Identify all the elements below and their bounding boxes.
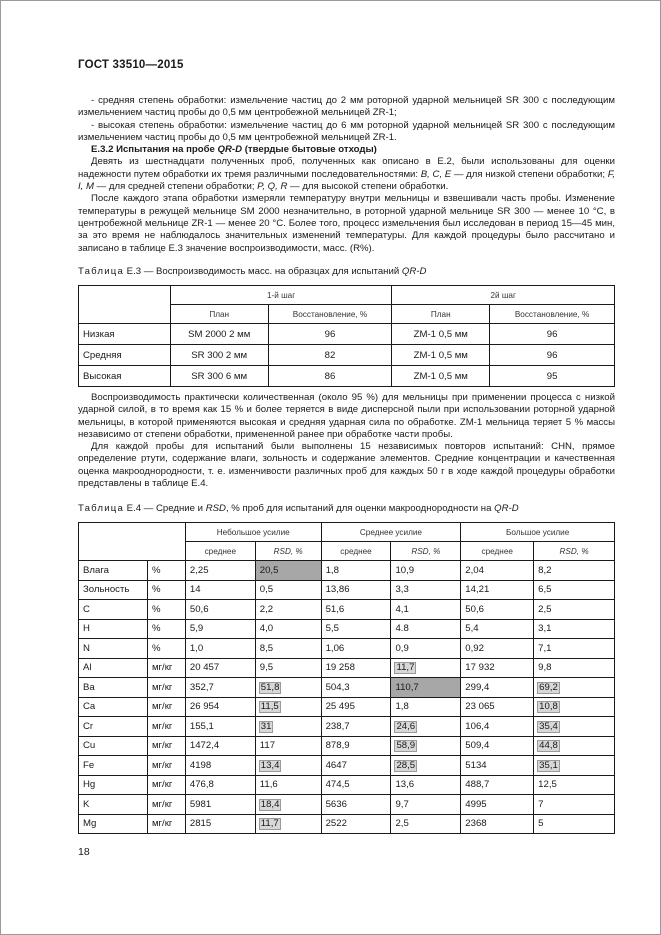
table-cell: ZM-1 0,5 мм	[392, 366, 490, 387]
table-cell: 96	[268, 324, 392, 345]
highlighted-value: 13,4	[260, 759, 280, 771]
table-cell: 19 258	[321, 658, 391, 678]
table-cell: 110,7	[391, 678, 461, 698]
table-cell: 1472,4	[185, 736, 255, 756]
table-cell	[391, 658, 461, 678]
paragraph-reproducibility: Воспроизводимость практически количественная (около 95 %) для мельницы при применении процесса с низкой ударной силой, в то время как 15 % и более теряется в виде дисперсной пыли при использовании роторной ударной мельницы, в которой применяются высокая и средняя ударная сила по обработке. ZM-1 мельница теряет 5 % массы независимо от степени обработки, примененной ранее при обработке части пробы.	[78, 392, 615, 440]
table-cell: 4647	[321, 756, 391, 776]
highlighted-value: 51,8	[260, 681, 280, 693]
table-cell: мг/кг	[147, 658, 185, 678]
highlighted-value: 58,9	[396, 740, 416, 752]
table-cell: мг/кг	[147, 775, 185, 795]
table-cell: 474,5	[321, 775, 391, 795]
table-cell: %	[147, 580, 185, 600]
table-row	[79, 736, 615, 756]
table-cell	[255, 756, 321, 776]
table-cell: мг/кг	[147, 795, 185, 815]
section-heading: Е.3.2 Испытания на пробе QR-D (твердые бытовые отходы)	[91, 144, 377, 156]
table-cell: 5,5	[321, 619, 391, 639]
highlighted-value: 44,8	[539, 740, 558, 752]
table-cell: 13,6	[391, 775, 461, 795]
table-row	[79, 795, 615, 815]
table-cell: Средняя	[79, 345, 171, 366]
table-row	[79, 366, 615, 387]
table-cell: 50,6	[461, 600, 534, 620]
table-cell: Ba	[79, 678, 148, 698]
table4-sub-mean: среднее	[461, 542, 534, 561]
table-cell: 1,06	[321, 639, 391, 659]
table-cell: 1,8	[321, 561, 391, 581]
table-cell: 2,5	[534, 600, 615, 620]
table3-step1-header: 1-й шаг	[170, 286, 392, 305]
table3-sub-plan: План	[392, 305, 490, 324]
highlighted-value: 10,8	[539, 701, 558, 713]
table-cell: 2,2	[255, 600, 321, 620]
table-row	[79, 717, 615, 737]
table-cell: мг/кг	[147, 678, 185, 698]
table3-corner	[79, 286, 171, 324]
table-e3	[78, 285, 615, 387]
table-cell: 14	[185, 580, 255, 600]
table-cell: 96	[490, 345, 615, 366]
table-cell: 8,2	[534, 561, 615, 581]
table3-sub-recovery: Восстановление, %	[490, 305, 615, 324]
table-cell	[255, 717, 321, 737]
table-row	[79, 619, 615, 639]
paragraph-sequences: Девять из шестнадцати полученных проб, полученных как описано в Е.2, были использованы для оценки надежности путем обработки их тремя различными последовательностями: B, C, E — для низкой степени обработки; F, I, M — для средней степени обработки; P, Q, R — для высокой степени обработки.	[78, 156, 616, 193]
body-text-top	[78, 95, 615, 255]
highlighted-value: 24,6	[396, 720, 416, 732]
table-cell: 4995	[461, 795, 534, 815]
table-cell: 5,4	[461, 619, 534, 639]
table-cell: 2,04	[461, 561, 534, 581]
highlighted-value: 11,5	[260, 701, 279, 713]
table-cell: 50,6	[185, 600, 255, 620]
table-cell: Низкая	[79, 324, 171, 345]
table-cell	[391, 717, 461, 737]
document-header: ГОСТ 33510—2015	[78, 59, 184, 71]
table-cell: 3,3	[391, 580, 461, 600]
table-cell: 117	[255, 736, 321, 756]
table-cell: 9,7	[391, 795, 461, 815]
table-cell: 2368	[461, 814, 534, 834]
table-cell: 509,4	[461, 736, 534, 756]
table-cell: 13,86	[321, 580, 391, 600]
table-cell: %	[147, 619, 185, 639]
table-cell: Ca	[79, 697, 148, 717]
table-cell: K	[79, 795, 148, 815]
table-row	[79, 697, 615, 717]
table-row	[79, 561, 615, 581]
table-row	[79, 775, 615, 795]
table-cell: SR 300 2 мм	[170, 345, 268, 366]
table-cell: 8,5	[255, 639, 321, 659]
table-cell: 6,5	[534, 580, 615, 600]
table-cell: 9,8	[534, 658, 615, 678]
table-cell: Mg	[79, 814, 148, 834]
table-cell	[255, 697, 321, 717]
table-cell: 4.8	[391, 619, 461, 639]
page-number: 18	[78, 846, 90, 858]
table-cell	[391, 756, 461, 776]
table-cell: Fe	[79, 756, 148, 776]
table4-sub-rsd: RSD, %	[534, 542, 615, 561]
paragraph-temperature: После каждого этапа обработки измеряли температуру внутри мельницы и взвешивали часть пробы. Изменение температуры в режущей мельнице SM 2000 незначительно, в роторной ударной мельнице SR 300 — менее 10 °С, в центробежной мельнице ZR-1 — менее 20 °С. Более того, процесс измельчения был исследован в период 15—45 мин, за это время не наблюдалось значительных изменений температуры. Для каждой процедуры было рассчитано и записано в таблице Е.3 значение воспроизводимости, масс. (R%).	[78, 193, 615, 254]
table-cell: 14,21	[461, 580, 534, 600]
table-cell: Al	[79, 658, 148, 678]
table-cell: 2,5	[391, 814, 461, 834]
table-row	[79, 600, 615, 620]
table-cell: 5,9	[185, 619, 255, 639]
table-cell: 17 932	[461, 658, 534, 678]
table-cell: 25 495	[321, 697, 391, 717]
table-row	[79, 756, 615, 776]
table-cell: Влага	[79, 561, 148, 581]
table-cell: 0,9	[391, 639, 461, 659]
table-cell: 95	[490, 366, 615, 387]
table-cell: 1,8	[391, 697, 461, 717]
table-cell: 488,7	[461, 775, 534, 795]
table-cell: 26 954	[185, 697, 255, 717]
table-cell: Cr	[79, 717, 148, 737]
table-cell: 5	[534, 814, 615, 834]
highlighted-value: 35,4	[539, 720, 558, 732]
table-cell: %	[147, 600, 185, 620]
table-cell: 12,5	[534, 775, 615, 795]
table-cell	[534, 736, 615, 756]
table-cell: ZM-1 0,5 мм	[392, 345, 490, 366]
table4-corner	[79, 523, 186, 561]
table-cell: 476,8	[185, 775, 255, 795]
table4-sub-mean: среднее	[185, 542, 255, 561]
table-cell: 2815	[185, 814, 255, 834]
table-cell: N	[79, 639, 148, 659]
table-cell: 10,9	[391, 561, 461, 581]
table-row	[79, 580, 615, 600]
table-e4	[78, 522, 615, 834]
table-cell: 5636	[321, 795, 391, 815]
table-cell: Hg	[79, 775, 148, 795]
table3-sub-recovery: Восстановление, %	[268, 305, 392, 324]
table-cell: 7,1	[534, 639, 615, 659]
body-text-middle	[78, 392, 615, 490]
highlighted-value: 11,7	[396, 662, 415, 674]
table-cell	[391, 736, 461, 756]
table-cell: 1,0	[185, 639, 255, 659]
table4-caption: Таблица Е.4 — Средние и RSD, % проб для испытаний для оценки макрооднородности на QR-D	[78, 503, 519, 514]
table-cell: SM 2000 2 мм	[170, 324, 268, 345]
table-row	[79, 658, 615, 678]
table-cell: 4198	[185, 756, 255, 776]
table-row	[79, 324, 615, 345]
table-cell: 0,92	[461, 639, 534, 659]
table-cell: 82	[268, 345, 392, 366]
table-cell: 352,7	[185, 678, 255, 698]
table4-group-high: Большое усилие	[461, 523, 615, 542]
highlighted-value: 35,1	[539, 759, 558, 771]
table4-sub-mean: среднее	[321, 542, 391, 561]
table-cell: H	[79, 619, 148, 639]
table-cell: 2522	[321, 814, 391, 834]
table-cell: 51,6	[321, 600, 391, 620]
table-cell: C	[79, 600, 148, 620]
table-cell: 4,1	[391, 600, 461, 620]
table-cell: Высокая	[79, 366, 171, 387]
table-row	[79, 678, 615, 698]
table-cell: 4,0	[255, 619, 321, 639]
highlighted-value: 11,7	[260, 818, 279, 830]
table-cell: мг/кг	[147, 756, 185, 776]
table-cell: 3,1	[534, 619, 615, 639]
table-cell: %	[147, 639, 185, 659]
table-cell: 238,7	[321, 717, 391, 737]
table-cell	[534, 678, 615, 698]
table-cell: Cu	[79, 736, 148, 756]
table4-body	[79, 561, 615, 834]
table-row	[79, 814, 615, 834]
table-cell: мг/кг	[147, 697, 185, 717]
table4-group-medium: Среднее усилие	[321, 523, 461, 542]
table-cell: 11,6	[255, 775, 321, 795]
table3-step2-header: 2й шаг	[392, 286, 615, 305]
table-row	[79, 345, 615, 366]
table-cell: 86	[268, 366, 392, 387]
table-cell: 20,5	[255, 561, 321, 581]
table-cell: 106,4	[461, 717, 534, 737]
highlighted-value: 31	[260, 720, 272, 732]
table-cell: 9,5	[255, 658, 321, 678]
table-cell: 96	[490, 324, 615, 345]
table-cell: мг/кг	[147, 736, 185, 756]
table-cell: 5981	[185, 795, 255, 815]
table-cell: 299,4	[461, 678, 534, 698]
paragraph-high-processing: - высокая степень обработки: измельчение частиц до 6 мм роторной ударной мельницей SR 300 с последующим измельчением частиц пробы до 0,5 мм центробежной мельницей ZR-1.	[78, 119, 615, 143]
table-cell	[534, 756, 615, 776]
table-cell: мг/кг	[147, 717, 185, 737]
table-cell	[534, 717, 615, 737]
table-cell: мг/кг	[147, 814, 185, 834]
table-cell: 2,25	[185, 561, 255, 581]
table-cell: 878,9	[321, 736, 391, 756]
table-cell: %	[147, 561, 185, 581]
table-cell: 155,1	[185, 717, 255, 737]
table-cell: 20 457	[185, 658, 255, 678]
highlighted-value: 18,4	[260, 798, 280, 810]
table4-sub-rsd: RSD, %	[255, 542, 321, 561]
table-cell: 504,3	[321, 678, 391, 698]
table-cell: 23 065	[461, 697, 534, 717]
table-cell: ZM-1 0,5 мм	[392, 324, 490, 345]
table3-sub-plan: План	[170, 305, 268, 324]
paragraph-medium-processing: - средняя степень обработки: измельчение частиц до 2 мм роторной ударной мельницей SR 300 с последующим измельчением частиц пробы до 0,5 мм центробежной мельницей ZR-1;	[78, 95, 615, 119]
highlighted-value: 69,2	[539, 681, 558, 693]
table-cell	[255, 678, 321, 698]
table-cell: Зольность	[79, 580, 148, 600]
highlighted-value: 28,5	[396, 759, 416, 771]
table-row	[79, 639, 615, 659]
table-cell: 5134	[461, 756, 534, 776]
table-cell: 0,5	[255, 580, 321, 600]
paragraph-tests: Для каждой пробы для испытаний были выполнены 15 независимых повторов испытаний: CHN, прямое определение ртути, содержание влаги, зольность и содержание элементов. Средние концентрации и качественная оценка макрооднородности, т. е. изменчивости различных проб для каждых 50 г в ходе каждой процедуры обработки представлены в таблице Е.4.	[78, 441, 615, 490]
table-cell	[255, 814, 321, 834]
table-cell	[534, 697, 615, 717]
table-cell: SR 300 6 мм	[170, 366, 268, 387]
table4-group-low: Небольшое усилие	[185, 523, 321, 542]
table3-caption: Таблица Е.3 — Воспроизводимость масс. на образцах для испытаний QR-D	[78, 266, 427, 277]
table-cell	[255, 795, 321, 815]
table4-sub-rsd: RSD, %	[391, 542, 461, 561]
table-cell: 7	[534, 795, 615, 815]
